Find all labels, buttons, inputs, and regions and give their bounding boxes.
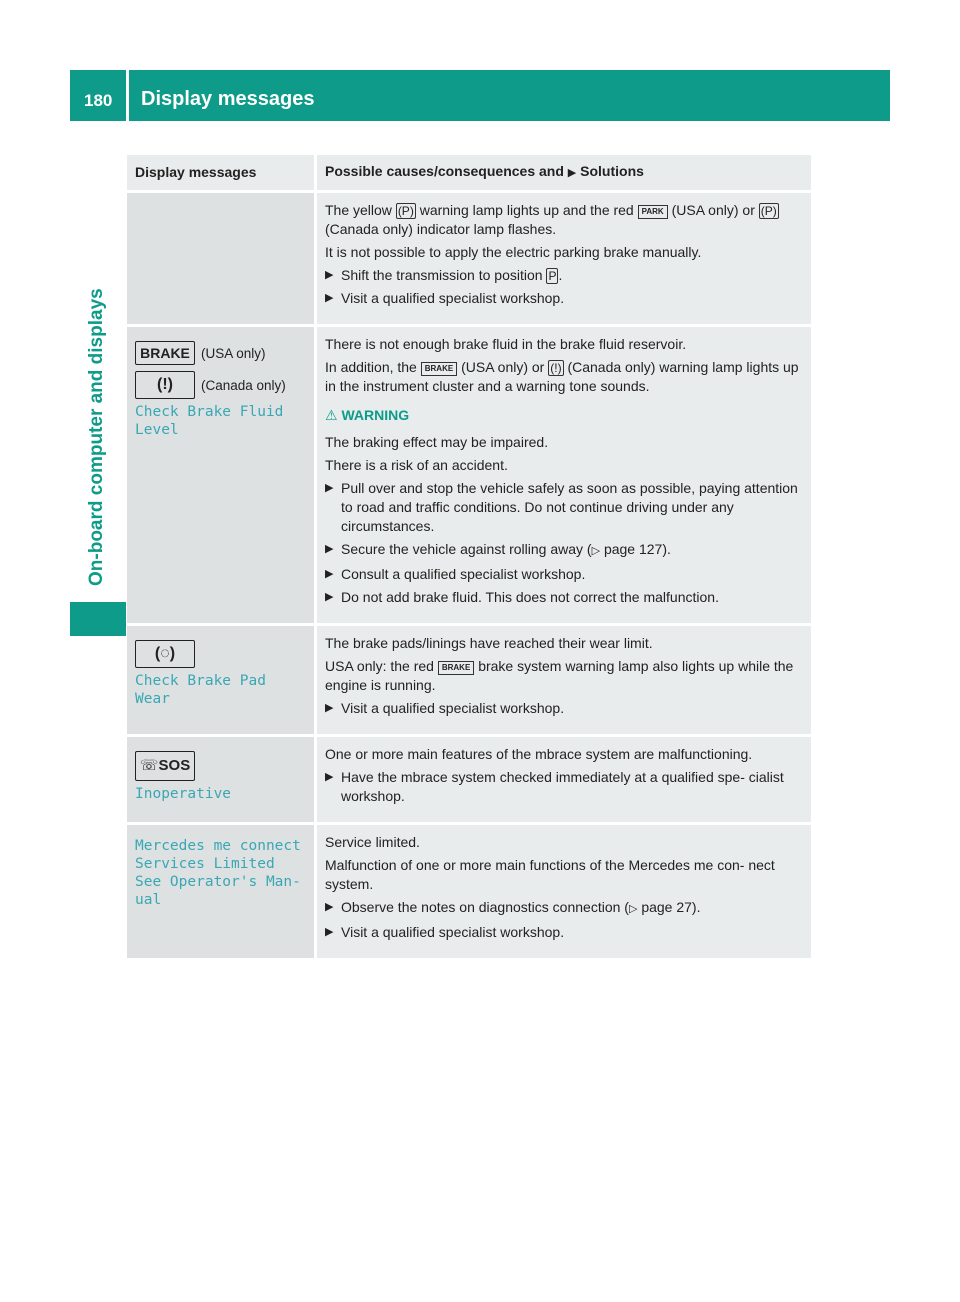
parking-brake-icon: (P) — [760, 204, 777, 218]
message-cell — [127, 736, 316, 824]
brake-pad-wear-icon: (◌) — [135, 640, 195, 668]
park-icon: PARK — [638, 205, 668, 219]
list-item: ▶ Visit a qualified specialist workshop. — [325, 924, 565, 940]
arrow-icon: ▶ — [325, 568, 334, 580]
list-item: ▶ Do not add brake fluid. This does not correct the malfunction. — [325, 589, 719, 605]
col-header-causes: Possible causes/consequences and ▶ Solutions — [316, 155, 812, 192]
display-messages-table — [127, 155, 811, 961]
side-section-text: On-board computer and displays — [86, 288, 107, 586]
display-message-text: Inoperative — [135, 786, 232, 802]
brake-icon: BRAKE — [135, 341, 195, 365]
header-divider — [126, 70, 129, 121]
arrow-icon: ▶ — [325, 543, 334, 555]
arrow-icon: ▶ — [325, 269, 334, 281]
table-row — [127, 192, 811, 326]
page-ref-link[interactable]: page 27). — [641, 899, 701, 915]
table-row — [127, 625, 811, 736]
list-item: ▶ Visit a qualified specialist workshop. — [325, 700, 565, 716]
page-ref-icon: ▷ — [628, 903, 638, 915]
side-color-block — [70, 602, 126, 636]
table-row — [127, 736, 811, 824]
solution-cell: Service limited. Malfunction of one or more main functions of the Mercedes me con- nect system. ▶ Observe the notes on diagnostics connection (▷ page 27). ▶ Visit a qualified specialist workshop. — [316, 824, 812, 960]
arrow-icon: ▶ — [325, 591, 334, 603]
warning-icon: ⚠ — [325, 407, 338, 423]
display-message-text: Check Brake Pad Wear — [135, 673, 266, 707]
brake-warning-icon: (!) — [135, 371, 195, 399]
arrow-icon: ▶ — [325, 771, 334, 783]
arrow-icon: ▶ — [325, 292, 334, 304]
brake-warning-icon: (!) — [550, 361, 562, 375]
list-item: ▶ Visit a qualified specialist workshop. — [325, 290, 565, 306]
warning-heading: ⚠ WARNING — [325, 407, 410, 423]
page-header — [70, 70, 890, 121]
list-item: ▶ Consult a qualified specialist workshop. — [325, 566, 586, 582]
parking-brake-icon: (P) — [397, 204, 414, 218]
page-ref-link[interactable]: page 127). — [603, 541, 671, 557]
solution-cell: The brake pads/linings have reached their wear limit. USA only: the red BRAKE brake system warning lamp also lights up while the engine is running. ▶ Visit a qualified specialist workshop. — [316, 625, 812, 736]
arrow-icon: ▶ — [567, 167, 577, 179]
arrow-icon: ▶ — [325, 926, 334, 938]
message-cell — [127, 824, 316, 960]
table-row — [127, 326, 811, 625]
list-item: ▶ Secure the vehicle against rolling away (▷ page 127). — [325, 541, 671, 557]
list-item: ▶ Observe the notes on diagnostics connection (▷ page 27). — [325, 899, 701, 915]
list-item: ▶ Shift the transmission to position P . — [325, 267, 563, 283]
list-item: ▶ Pull over and stop the vehicle safely as soon as possible, paying attention to road and traffic conditions. Do not continue driving under any circumstances. — [325, 480, 798, 534]
page-title: Display messages — [141, 88, 315, 110]
page-number: 180 — [84, 91, 113, 110]
solution-cell: One or more main features of the mbrace system are malfunctioning. ▶ Have the mbrace system checked immediately at a qualified spe- cialist workshop. — [316, 736, 812, 824]
arrow-icon: ▶ — [325, 702, 334, 714]
page-ref-icon: ▷ — [591, 545, 601, 557]
gear-position-p-icon: P — [548, 269, 557, 283]
display-message-text: Check Brake Fluid Level — [135, 404, 284, 438]
arrow-icon: ▶ — [325, 901, 334, 913]
arrow-icon: ▶ — [325, 482, 334, 494]
table-row — [127, 824, 811, 960]
col-header-messages: Display messages — [127, 155, 316, 192]
solution-cell: The yellow (P) warning lamp lights up and the red PARK (USA only) or (P) (Canada only) indicator lamp flashes. It is not possible to apply the electric parking brake manually. ▶ Shift the transmission to position P . ▶ Visit a qualified specialist workshop. — [316, 192, 812, 326]
brake-icon: BRAKE — [438, 661, 474, 675]
display-message-text: Mercedes me connect Services Limited See Operator's Man‑ ual — [135, 838, 301, 908]
message-cell — [127, 192, 316, 326]
message-cell — [127, 625, 316, 736]
solution-cell: There is not enough brake fluid in the brake fluid reservoir. In addition, the BRAKE (USA only) or (!) (Canada only) warning lamp lights up in the instrument cluster and a warning tone sounds. ⚠ WARNING The braking effect may be impaired. There is a risk of an accident. ▶ Pull over and stop the vehicle safely as soon as possible, paying attention to road and traffic conditions. Do not continue driving under any circumstances. ▶ Secure the vehicle against rolling away (▷ page 127). ▶ Consult a qualified specialist workshop. ▶ Do not add brake fluid. This does not correct the malfunction. — [316, 326, 812, 625]
message-cell: BRAKE (USA only) (!) (Canada only) Check Brake Fluid Level — [127, 326, 316, 625]
list-item: ▶ Have the mbrace system checked immediately at a qualified spe- cialist workshop. — [325, 769, 784, 804]
brake-icon: BRAKE — [421, 362, 457, 376]
sos-icon: ☏SOS — [135, 751, 195, 781]
